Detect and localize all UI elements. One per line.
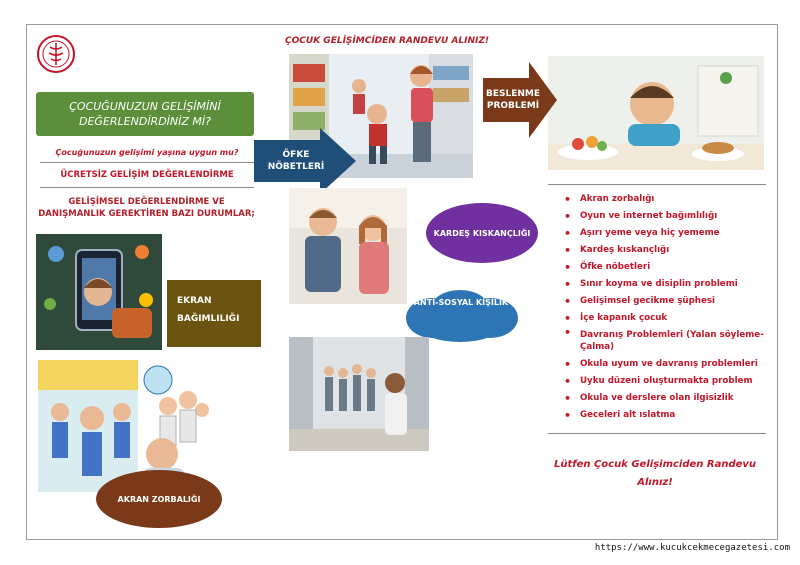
question-box: ÇOCUĞUNUZUN GELİŞİMİNİ DEĞERLENDİRDİNİZ Mİ? — [36, 92, 254, 136]
condition-item: • Okula uyum ve davranış problemleri — [556, 356, 770, 373]
condition-item: • Okula ve derslere olan ilgisizlik — [556, 390, 770, 407]
condition-item: • Gelişimsel gecikme şüphesi — [556, 293, 770, 310]
footer-cta: Lütfen Çocuk Gelişimciden Randevu Alınız! — [553, 459, 757, 488]
divider — [40, 187, 254, 188]
condition-item: • Sınır koyma ve disiplin problemi — [556, 276, 770, 293]
condition-item: • Uyku düzeni oluşturmakta problem — [556, 373, 770, 390]
hallway-illustration — [289, 337, 429, 451]
kardes-bubble: KARDEŞ KISKANÇLIĞI — [426, 203, 538, 263]
ministry-health-emblem-icon — [36, 34, 76, 74]
beslenme-label: BESLENME PROBLEMİ — [485, 89, 540, 111]
website-url[interactable]: https://www.kucukcekmecegazetesi.com — [594, 543, 790, 553]
condition-item: • Geceleri alt ıslatma — [556, 407, 770, 424]
divider — [548, 184, 766, 185]
divider — [40, 162, 254, 163]
free-assessment: ÜCRETSİZ GELİŞİM DEĞERLENDİRME — [60, 170, 234, 180]
anti-sosyal-label: ANTİ-SOSYAL KİŞİLİK — [413, 298, 509, 307]
needs-heading: GELİŞİMSEL DEĞERLENDİRME VE DANIŞMANLIK GEREKTİREN BAZI DURUMLAR; — [38, 197, 255, 219]
sibling-illustration — [289, 188, 407, 304]
ofke-label: ÖFKE NÖBETLERİ — [267, 150, 325, 172]
beslenme-arrow — [483, 62, 557, 138]
ofke-arrow — [254, 128, 356, 194]
condition-item: • Davranış Problemleri (Yalan söyleme-Çalma) — [556, 327, 770, 356]
development-question: Çocuğunuzun gelişimi yaşına uygun mu? — [55, 148, 239, 157]
akran-bubble: AKRAN ZORBALIĞI — [96, 470, 222, 528]
screen-addiction-illustration — [36, 234, 162, 350]
header-title: ÇOCUK GELİŞİMCİDEN RANDEVU ALINIZ! — [285, 36, 489, 46]
divider — [548, 433, 766, 434]
condition-item: • İçe kapanık çocuk — [556, 310, 770, 327]
condition-item: • Oyun ve internet bağımlılığı — [556, 208, 770, 225]
condition-item: • Kardeş kıskançlığı — [556, 242, 770, 259]
conditions-list — [556, 191, 770, 424]
condition-item: • Akran zorbalığı — [556, 191, 770, 208]
nutrition-illustration — [548, 56, 764, 170]
ekran-label: EKRAN BAĞIMLILIĞI — [167, 280, 261, 347]
condition-item: • Aşırı yeme veya hiç yememe — [556, 225, 770, 242]
condition-item: • Öfke nöbetleri — [556, 259, 770, 276]
